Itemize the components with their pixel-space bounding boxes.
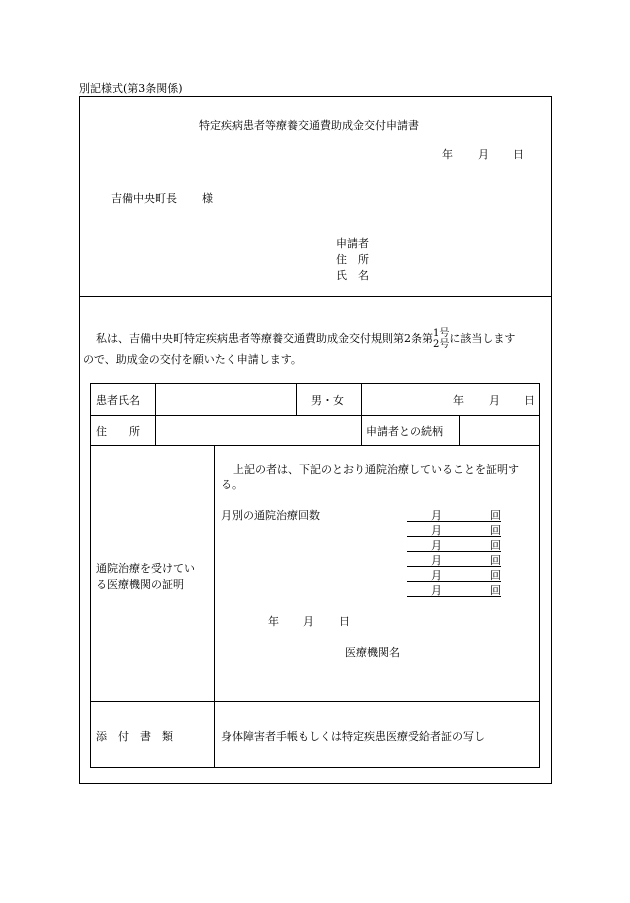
visit-month-label: 月 [431,584,442,597]
birth-month: 月 [489,394,500,407]
cert-text-line-2: る。 [221,478,243,491]
addressee: 吉備中央町長 [111,192,177,205]
visit-month-label: 月 [431,509,442,522]
cert-label-line-1: 通院治療を受けてい [96,562,195,575]
visit-count-label: 回 [490,539,501,552]
monthly-visit-row [407,567,501,582]
cert-date-month: 月 [303,615,314,628]
cert-text-line-1: 上記の者は、下記のとおり通院治療していることを証明す [233,463,519,476]
monthly-visit-row [407,507,501,522]
clause-1: 1号 [433,328,450,339]
clause-options [433,328,449,350]
visit-count-label: 回 [490,554,501,567]
visit-count-label: 回 [490,524,501,537]
statement-line-2: ので、助成金の交付を願いたく申請します。 [83,353,302,366]
visit-count-label: 回 [490,584,501,597]
institution-name-label: 医療機関名 [345,646,400,659]
form-label: 別記様式(第3条関係) [79,82,183,95]
cert-label-line-2: る医療機関の証明 [96,578,184,591]
sex-options: 男・女 [311,394,344,407]
monthly-visit-row [407,537,501,552]
visit-month-label: 月 [431,524,442,537]
addressee-honorific: 様 [202,192,213,205]
date-month: 月 [478,148,489,161]
birth-day: 日 [524,394,535,407]
applicant-name-label: 氏 名 [336,269,369,282]
patient-name-label: 患者氏名 [96,394,140,407]
visit-month-label: 月 [431,569,442,582]
applicant-address-label: 住 所 [336,253,369,266]
monthly-visits-label: 月別の通院治療回数 [221,509,320,522]
cert-date-year: 年 [268,615,279,628]
applicant-label: 申請者 [336,237,369,250]
visit-count-label: 回 [490,569,501,582]
section-divider [79,296,552,297]
date-year: 年 [442,148,453,161]
patient-address-label: 住 所 [96,425,140,438]
statement-text-end: に該当します [449,332,516,345]
clause-2: 2号 [433,339,450,350]
statement-text-start: 私は、吉備中央町特定疾病患者等療養交通費助成金交付規則第2条第 [96,332,433,345]
visit-count-label: 回 [490,509,501,522]
monthly-visit-row [407,522,501,537]
monthly-visit-row [407,552,501,567]
attachment-text: 身体障害者手帳もしくは特定疾患医療受給者証の写し [221,730,485,743]
monthly-visit-row [407,582,501,597]
visit-month-label: 月 [431,539,442,552]
birth-year: 年 [453,394,464,407]
visit-month-label: 月 [431,554,442,567]
relation-label: 申請者との続柄 [366,425,443,438]
cert-date-day: 日 [339,615,350,628]
date-day: 日 [513,148,524,161]
attachment-label: 添 付 書 類 [96,730,173,743]
form-title: 特定疾病患者等療養交通費助成金交付申請書 [199,119,419,132]
